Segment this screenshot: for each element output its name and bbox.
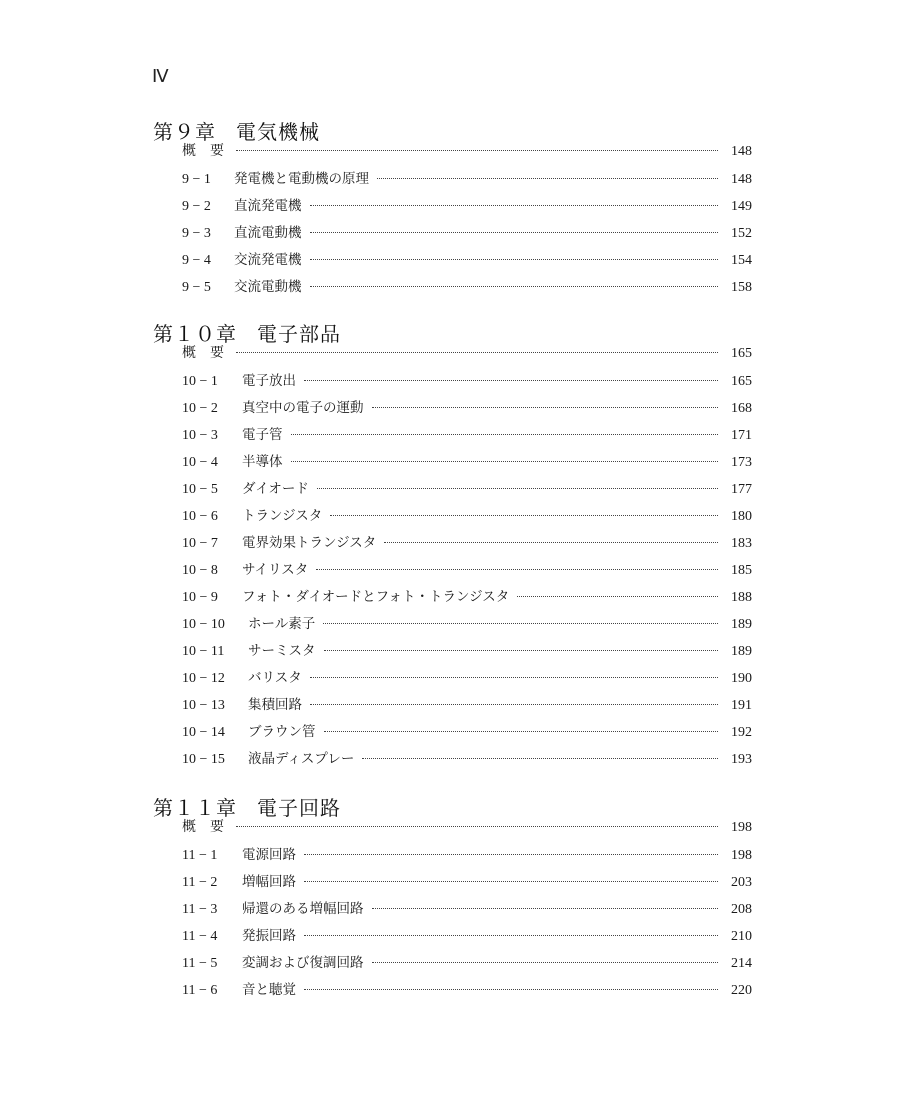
section-number: 10 − 14 [182,725,225,740]
chapter-label: 第９章 [153,120,216,144]
page-ref: 214 [731,956,752,971]
chapter-label: 第１１章 [153,796,237,820]
page-ref: 154 [731,253,752,268]
page-ref: 198 [731,848,752,863]
dot-leader [372,407,719,408]
section-number: 10 − 8 [182,563,218,578]
dot-leader [517,596,718,597]
dot-leader [291,434,719,435]
section-title: 半導体 [242,454,283,470]
chapter-label: 第１０章 [153,322,237,346]
section-title: 交流発電機 [234,252,302,268]
page-ref: 189 [731,644,752,659]
page-ref: 192 [731,725,752,740]
section-number: 9 − 4 [182,253,211,268]
section-number: 9 − 3 [182,226,211,241]
section-number: 10 − 1 [182,374,218,389]
page-ref: 173 [731,455,752,470]
page-ref: 152 [731,226,752,241]
page-number: Ⅳ [152,66,169,86]
page-ref: 149 [731,199,752,214]
toc-entry[interactable] [182,870,752,890]
page-ref: 193 [731,752,752,767]
section-number: 10 − 10 [182,617,225,632]
page-ref: 188 [731,590,752,605]
section-title: 電源回路 [242,847,296,863]
section-title: 音と聴覚 [242,982,296,998]
dot-leader [310,205,719,206]
section-title: ダイオード [242,481,309,497]
toc-entry[interactable] [182,396,752,416]
toc-entry[interactable] [182,275,752,295]
page-ref: 190 [731,671,752,686]
dot-leader [384,542,718,543]
toc-entry[interactable] [182,951,752,971]
section-title: 電界効果トランジスタ [242,535,377,551]
toc-entry[interactable] [182,666,752,686]
dot-leader [304,881,718,882]
section-number: 11 − 3 [182,902,218,917]
section-number: 10 − 13 [182,698,225,713]
section-title: 液晶ディスプレー [248,751,355,767]
section-title: サイリスタ [242,562,309,578]
section-title: 集積回路 [248,697,302,713]
toc-entry[interactable] [182,897,752,917]
dot-leader [323,623,718,624]
section-title: 電子管 [242,427,283,443]
section-number: 11 − 1 [182,848,218,863]
section-title: 変調および復調回路 [242,955,364,971]
toc-entry[interactable] [182,639,752,659]
section-number: 9 − 1 [182,172,211,187]
section-title: サーミスタ [248,643,316,659]
page-ref: 183 [731,536,752,551]
page-ref: 191 [731,698,752,713]
dot-leader [310,677,718,678]
toc-entry[interactable] [182,369,752,389]
dot-leader [330,515,718,516]
section-number: 10 − 15 [182,752,225,767]
section-title: 電子放出 [242,373,296,389]
toc-entry[interactable] [182,693,752,713]
section-number: 10 − 6 [182,509,218,524]
section-title: トランジスタ [242,508,323,524]
page-ref: 171 [731,428,752,443]
section-number: 概 要 [182,144,224,159]
toc-entry[interactable] [182,720,752,740]
section-number: 概 要 [182,346,224,361]
section-number: 概 要 [182,820,224,835]
page-ref: 177 [731,482,752,497]
toc-entry[interactable] [182,585,752,605]
dot-leader [362,758,718,759]
section-title: バリスタ [248,670,302,686]
section-number: 10 − 9 [182,590,218,605]
section-number: 9 − 2 [182,199,211,214]
toc-entry[interactable] [182,558,752,578]
dot-leader [304,989,718,990]
page-ref: 165 [731,374,752,389]
toc-entry[interactable] [182,450,752,470]
toc-entry[interactable] [182,747,752,767]
dot-leader [372,962,719,963]
chapter-title: 電子回路 [257,796,341,820]
section-number: 11 − 2 [182,875,218,890]
section-number: 10 − 7 [182,536,218,551]
page-ref: 210 [731,929,752,944]
section-title: 帰還のある増幅回路 [242,901,364,917]
page-ref: 189 [731,617,752,632]
chapter-title: 電子部品 [257,322,341,346]
dot-leader [291,461,719,462]
dot-leader [304,935,718,936]
dot-leader [324,731,719,732]
dot-leader [236,826,718,827]
section-number: 11 − 6 [182,983,218,998]
section-number: 10 − 11 [182,644,225,659]
section-title: 直流電動機 [234,225,302,241]
page-ref: 185 [731,563,752,578]
section-number: 10 − 3 [182,428,218,443]
dot-leader [310,286,719,287]
dot-leader [310,704,718,705]
section-title: 直流発電機 [234,198,302,214]
section-title: フォト・ダイオードとフォト・トランジスタ [242,589,510,605]
section-title: ブラウン管 [248,724,316,740]
section-title: 発振回路 [242,928,296,944]
dot-leader [316,569,718,570]
toc-entry[interactable] [182,924,752,944]
page-ref: 180 [731,509,752,524]
toc-entry[interactable] [182,423,752,443]
dot-leader [317,488,718,489]
toc-entry[interactable] [182,167,752,187]
section-number: 9 − 5 [182,280,211,295]
dot-leader [310,259,719,260]
toc-entry[interactable] [182,531,752,551]
section-number: 10 − 2 [182,401,218,416]
section-number: 10 − 4 [182,455,218,470]
page-ref: 148 [731,172,752,187]
toc-entry[interactable] [182,978,752,998]
dot-leader [236,150,718,151]
toc-entry[interactable] [182,248,752,268]
section-number: 11 − 4 [182,929,218,944]
section-title: 増幅回路 [242,874,296,890]
page-ref: 220 [731,983,752,998]
toc-entry[interactable] [182,140,752,160]
chapter-title: 電気機械 [236,120,320,144]
section-title: ホール素子 [248,616,316,632]
toc-entry[interactable] [182,477,752,497]
section-title: 発電機と電動機の原理 [234,171,369,187]
dot-leader [304,380,718,381]
page-ref: 203 [731,875,752,890]
dot-leader [324,650,719,651]
dot-leader [236,352,718,353]
toc-entry[interactable] [182,504,752,524]
section-title: 真空中の電子の運動 [242,400,364,416]
toc-entry[interactable] [182,342,752,362]
page-ref: 208 [731,902,752,917]
toc-entry[interactable] [182,612,752,632]
toc-entry[interactable] [182,843,752,863]
dot-leader [372,908,719,909]
dot-leader [377,178,718,179]
toc-entry[interactable] [182,221,752,241]
page-ref: 198 [731,820,752,835]
page-ref: 165 [731,346,752,361]
section-title: 交流電動機 [234,279,302,295]
page-ref: 168 [731,401,752,416]
section-number: 11 − 5 [182,956,218,971]
dot-leader [310,232,719,233]
section-number: 10 − 12 [182,671,225,686]
page-ref: 158 [731,280,752,295]
section-number: 10 − 5 [182,482,218,497]
dot-leader [304,854,718,855]
page-ref: 148 [731,144,752,159]
toc-entry[interactable] [182,816,752,836]
toc-entry[interactable] [182,194,752,214]
